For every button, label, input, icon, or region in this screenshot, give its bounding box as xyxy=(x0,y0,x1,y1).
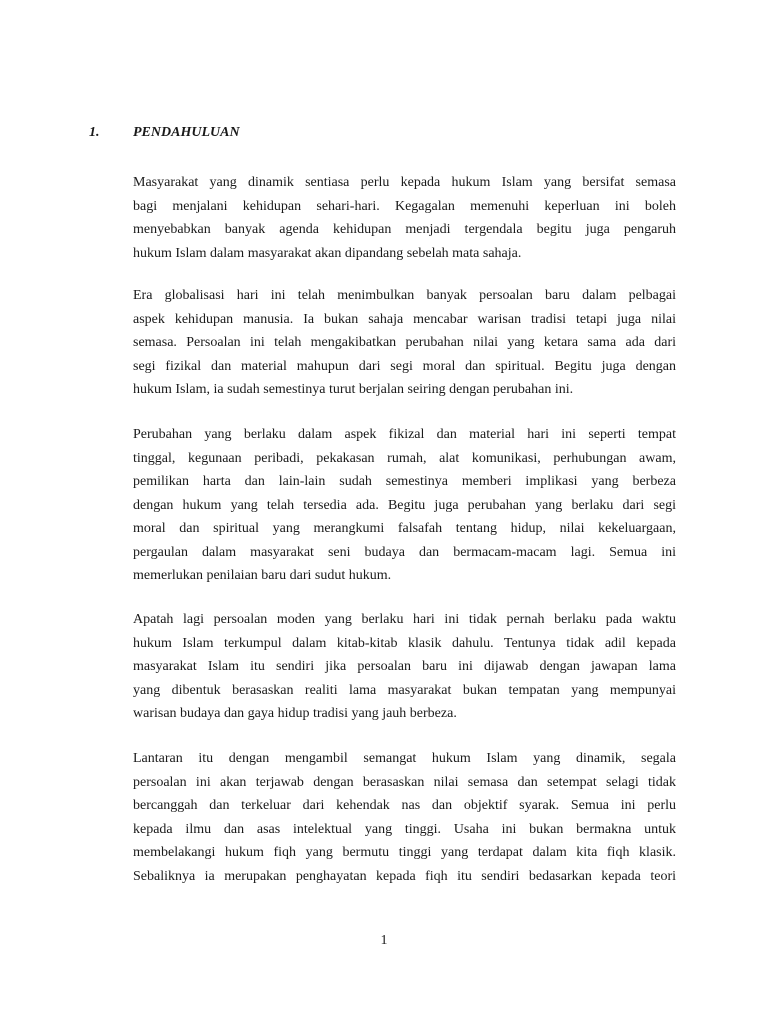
text-line: menyebabkan banyak agenda kehidupan menjadi tergendala begitu juga pengaruh xyxy=(133,222,676,237)
text-line: hukum Islam, ia sudah semestinya turut berjalan seiring dengan perubahan ini. xyxy=(133,382,574,397)
text-line: segi fizikal dan material mahupun dari segi moral dan spiritual. Begitu juga dengan xyxy=(133,358,676,374)
text-line: tinggal, kegunaan peribadi, pekakasan rumah, alat komunikasi, perhubungan awam, xyxy=(133,450,676,466)
paragraph-2 xyxy=(133,284,676,402)
text-line: kepada ilmu dan asas intelektual yang tinggi. Usaha ini bukan bermakna untuk xyxy=(133,821,676,837)
text-line: persoalan ini akan terjawab dengan berasaskan nilai semasa dan setempat selagi tidak xyxy=(133,774,676,790)
paragraph-3 xyxy=(133,423,676,588)
text-line: semasa. Persoalan ini telah mengakibatkan perubahan nilai yang ketara sama ada dari xyxy=(133,335,676,350)
text-line: bagi menjalani kehidupan sehari-hari. Kegagalan memenuhi keperluan ini boleh xyxy=(133,198,676,214)
section-heading xyxy=(0,123,768,143)
text-line: aspek kehidupan manusia. Ia bukan sahaja mencabar warisan tradisi tetapi juga nilai xyxy=(133,311,676,327)
text-line: moral dan spiritual yang merangkumi falsafah tentang hidup, nilai kekeluargaan, xyxy=(133,521,676,536)
paragraph-4 xyxy=(133,608,676,726)
section-title: PENDAHULUAN xyxy=(133,125,240,140)
text-line: Perubahan yang berlaku dalam aspek fikizal dan material hari ini seperti tempat xyxy=(133,427,676,442)
text-line: Era globalisasi hari ini telah menimbulkan banyak persoalan baru dalam pelbagai xyxy=(133,288,676,303)
text-line: hukum Islam terkumpul dalam kitab-kitab klasik dahulu. Tentunya tidak adil kepada xyxy=(133,635,676,651)
text-line: Lantaran itu dengan mengambil semangat hukum Islam yang dinamik, segala xyxy=(133,751,676,766)
text-line: warisan budaya dan gaya hidup tradisi yang jauh berbeza. xyxy=(133,706,457,721)
text-line: yang dibentuk berasaskan realiti lama masyarakat bukan tempatan yang mempunyai xyxy=(133,682,676,698)
text-line: Apatah lagi persoalan moden yang berlaku hari ini tidak pernah berlaku pada waktu xyxy=(133,612,676,627)
text-line: bercanggah dan terkeluar dari kehendak nas dan objektif syarak. Semua ini perlu xyxy=(133,798,676,813)
paragraph-1 xyxy=(133,171,676,265)
text-line: pergaulan dalam masyarakat seni budaya dan bermacam-macam lagi. Semua ini xyxy=(133,544,676,560)
text-line: Masyarakat yang dinamik sentiasa perlu kepada hukum Islam yang bersifat semasa xyxy=(133,175,676,190)
text-line: memerlukan penilaian baru dari sudut hukum. xyxy=(133,568,392,583)
text-line: dengan hukum yang telah tersedia ada. Begitu juga perubahan yang berlaku dari segi xyxy=(133,497,676,513)
text-line: hukum Islam dalam masyarakat akan dipandang sebelah mata sahaja. xyxy=(133,245,522,261)
text-line: Sebaliknya ia merupakan penghayatan kepada fiqh itu sendiri bedasarkan kepada teori xyxy=(133,868,676,884)
paragraph-5 xyxy=(133,747,676,888)
text-line: membelakangi hukum fiqh yang bermutu tinggi yang terdapat dalam kita fiqh klasik. xyxy=(133,845,676,860)
section-number: 1. xyxy=(89,125,100,140)
text-line: pemilikan harta dan lain-lain sudah semestinya memberi implikasi yang berbeza xyxy=(133,474,676,489)
text-line: masyarakat Islam itu sendiri jika persoalan baru ini dijawab dengan jawapan lama xyxy=(133,659,676,674)
page-number: 1 xyxy=(380,933,388,948)
